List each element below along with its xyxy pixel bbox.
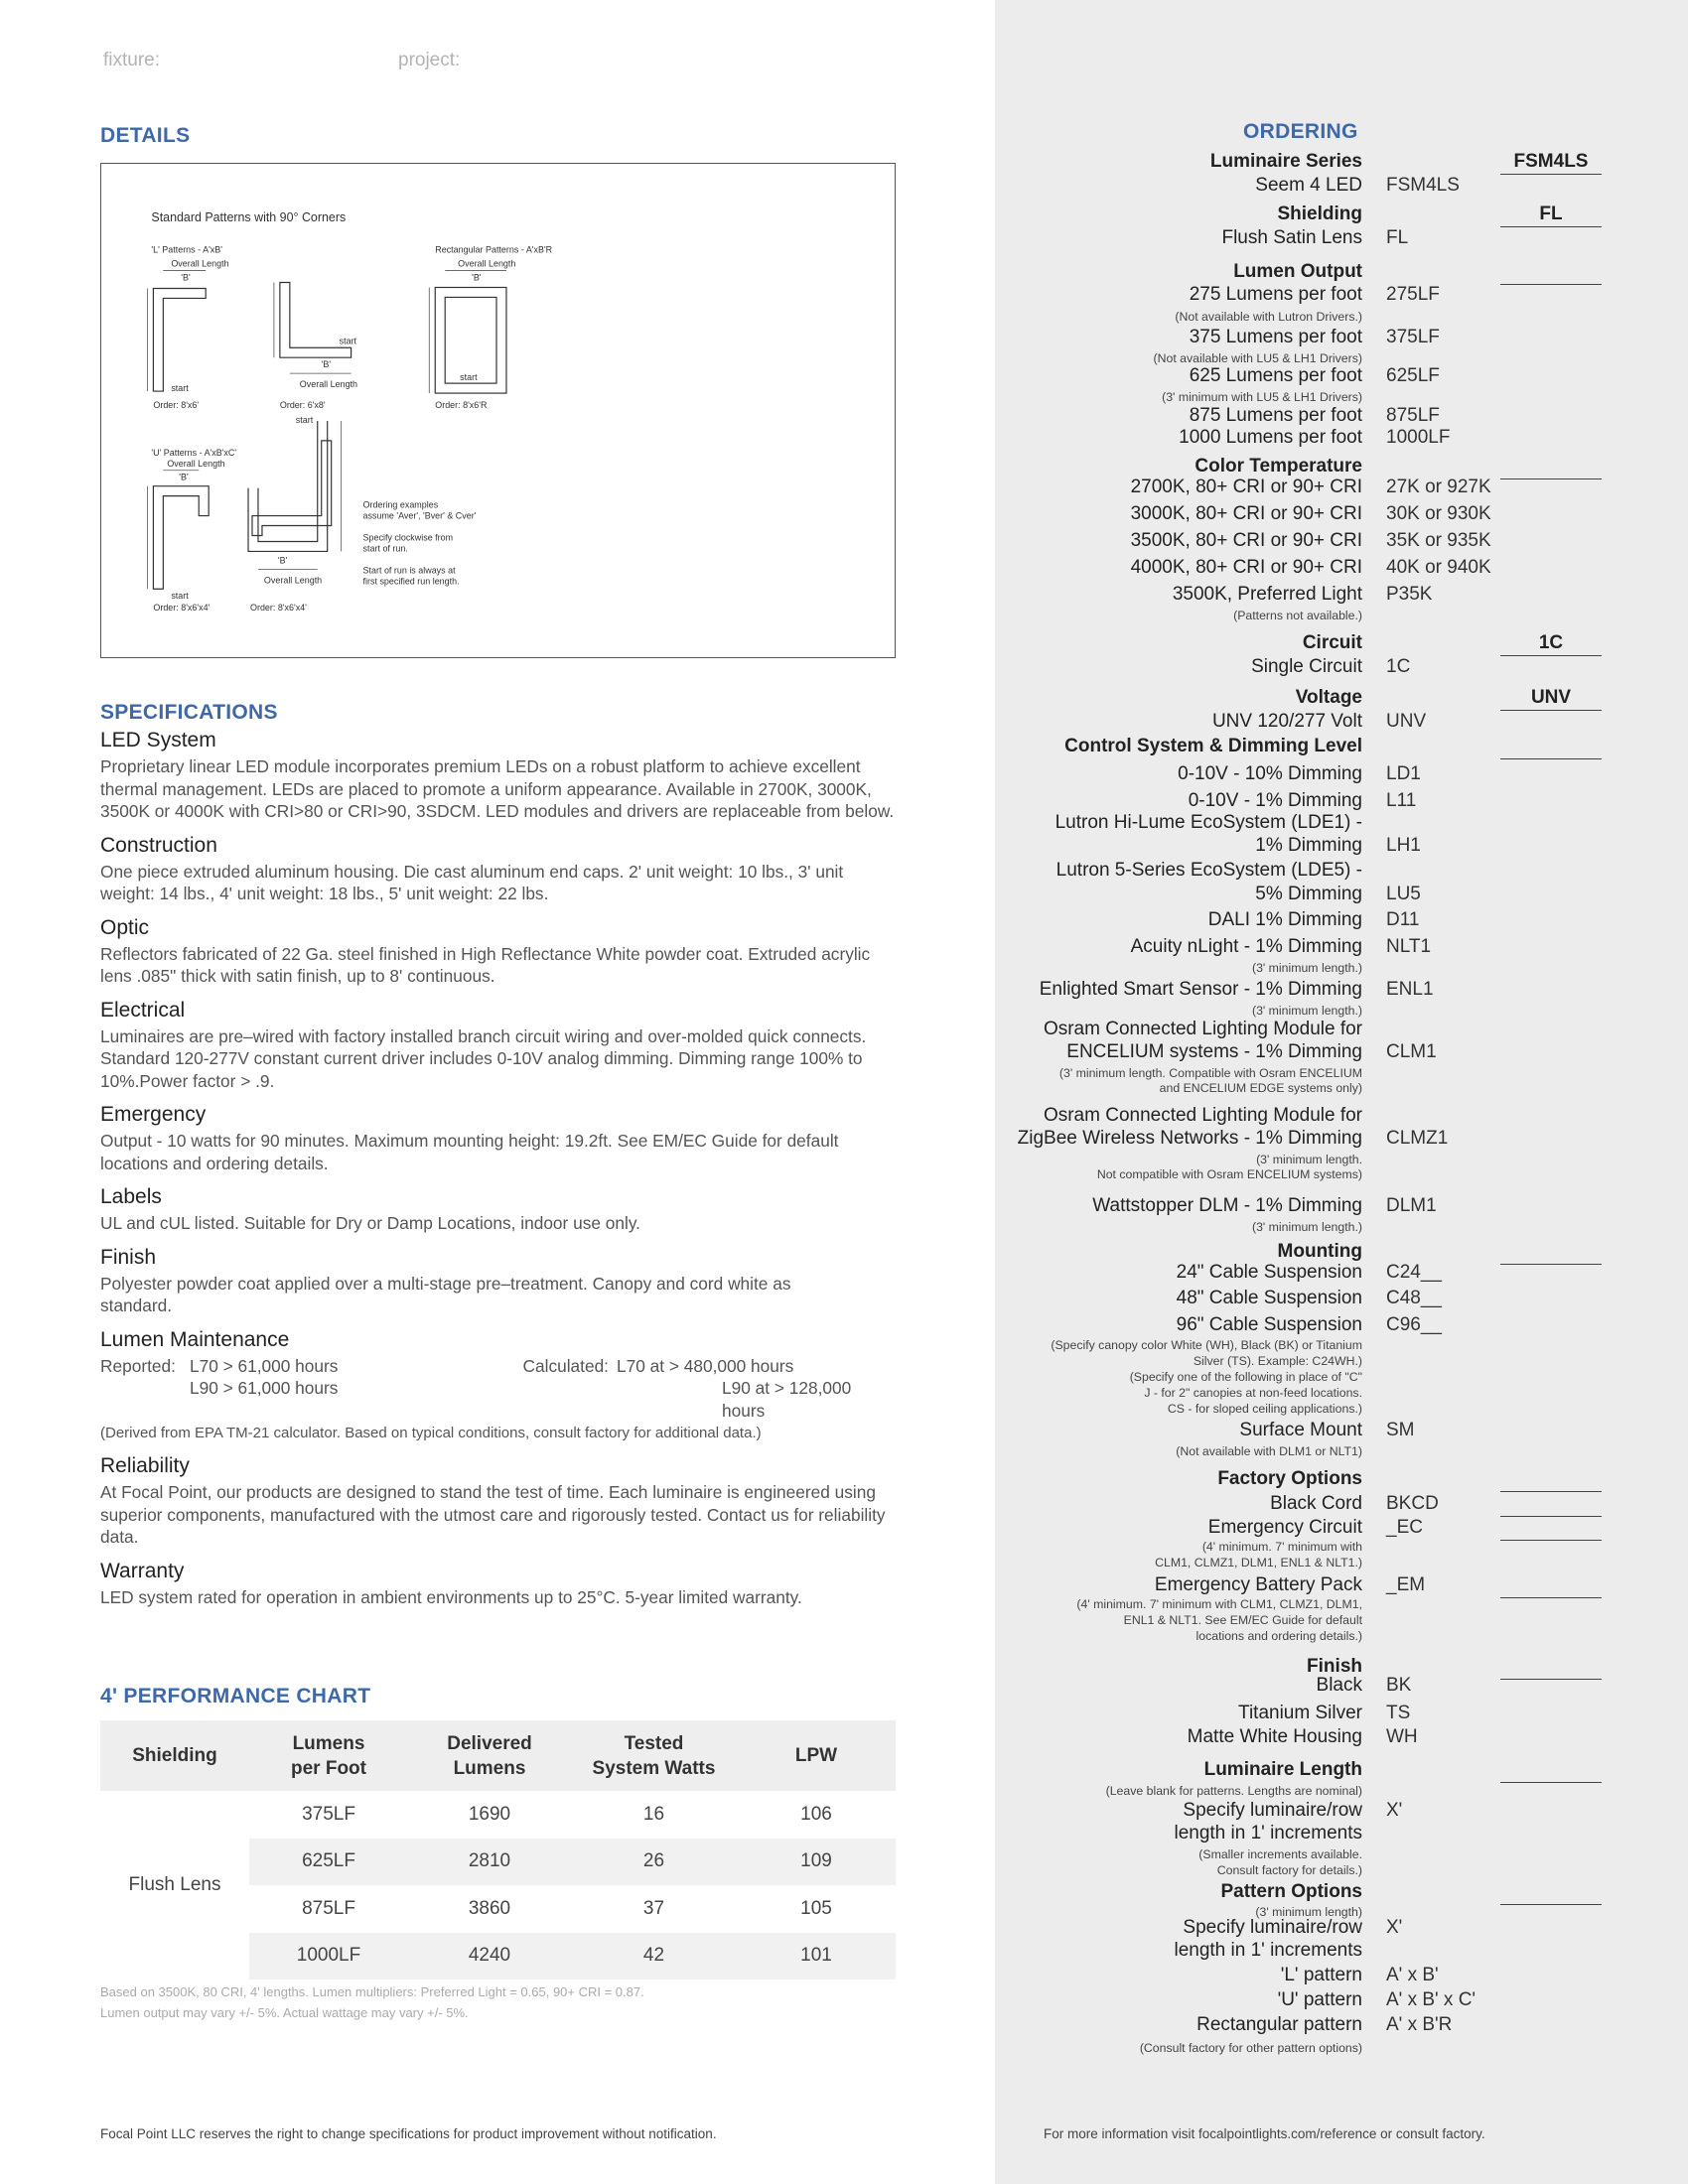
column-header: Delivered Lumens	[408, 1720, 571, 1791]
spec-section	[100, 1102, 895, 1174]
ordering-label: (3' minimum length. Compatible with Osram ENCELIUM	[1058, 1066, 1362, 1080]
order-entry-blank[interactable]	[1500, 1468, 1602, 1492]
order-entry-blank[interactable]: UNV	[1500, 687, 1602, 711]
table-cell: 4240	[408, 1933, 571, 1980]
ordering-label: Flush Satin Lens	[1221, 227, 1362, 248]
ordering-label: ZigBee Wireless Networks - 1% Dimming	[1017, 1128, 1362, 1149]
pattern-diagram-svg	[101, 164, 895, 657]
spec-section	[100, 1559, 895, 1609]
ordering-code: X'	[1386, 1917, 1403, 1938]
footer-left: Focal Point LLC reserves the right to change specifications for product improvement without notification.	[100, 2126, 717, 2141]
ordering-code: P35K	[1386, 584, 1433, 605]
diagram-note-1: Ordering examples	[362, 499, 439, 510]
ordering-label: (Leave blank for patterns. Lengths are nominal)	[1105, 1784, 1362, 1798]
ordering-title: ORDERING	[1243, 120, 1358, 143]
ordering-code: A' x B'R	[1386, 2014, 1453, 2035]
ordering-label: 0-10V - 10% Dimming	[1178, 763, 1362, 784]
spec-text: Polyester powder coat applied over a multi-stage pre–treatment. Canopy and cord white as standard.	[100, 1273, 791, 1315]
ordering-label: Lutron 5-Series EcoSystem (LDE5) -	[1055, 860, 1362, 881]
ordering-label: length in 1' increments	[1174, 1940, 1362, 1961]
ordering-code: 35K or 935K	[1386, 530, 1491, 551]
svg-text:'B': 'B'	[181, 272, 191, 283]
ordering-label: (4' minimum. 7' minimum with	[1201, 1540, 1362, 1554]
ordering-label: Specify luminaire/row	[1183, 1800, 1362, 1821]
svg-text:Overall Length: Overall Length	[458, 258, 516, 269]
ordering-label: Surface Mount	[1239, 1420, 1362, 1440]
diagram-note-6: first specified run length.	[362, 576, 460, 587]
svg-text:start: start	[460, 372, 478, 383]
ordering-code: 1C	[1386, 656, 1411, 677]
u-pattern-shape	[153, 421, 331, 589]
ordering-label: 5% Dimming	[1255, 884, 1362, 904]
ordering-label: (Specify canopy color White (WH), Black (BK) or Titanium	[1051, 1338, 1362, 1352]
ordering-label: (3' minimum length.)	[1251, 1004, 1362, 1018]
diagram-note-4: start of run.	[362, 543, 408, 554]
ordering-code: X'	[1386, 1800, 1403, 1821]
ordering-code: A' x B' x C'	[1386, 1989, 1477, 2010]
table-cell: 1000LF	[249, 1933, 408, 1980]
svg-text:start: start	[295, 414, 314, 425]
table-cell: 625LF	[249, 1839, 408, 1886]
svg-text:'B': 'B'	[179, 472, 189, 482]
order-entry-blank[interactable]	[1500, 1759, 1602, 1783]
table-cell: 3860	[468, 1897, 511, 1919]
ordering-label: Silver (TS). Example: C24WH.)	[1193, 1354, 1362, 1368]
ordering-label: Osram Connected Lighting Module for	[1043, 1019, 1362, 1039]
spec-section	[100, 1184, 895, 1235]
spec-text: One piece extruded aluminum housing. Die cast aluminum end caps. 2' unit weight: 10 lbs., 3' unit weight: 14 lbs., 4' unit weight: 18 lbs., 5' unit weight: 22 lbs.	[100, 861, 844, 903]
ordering-label: Voltage	[1295, 687, 1362, 708]
ordering-label: (Consult factory for other pattern options)	[1139, 2041, 1362, 2055]
ordering-label: Matte White Housing	[1187, 1726, 1362, 1747]
ordering-label: 'L' pattern	[1280, 1965, 1362, 1985]
ordering-code: 625LF	[1386, 365, 1440, 386]
spec-section	[100, 1245, 895, 1317]
table-row	[100, 1791, 896, 1839]
ordering-label: (Not available with DLM1 or NLT1)	[1176, 1444, 1362, 1458]
spec-section	[100, 833, 895, 905]
ordering-label: Color Temperature	[1195, 456, 1362, 477]
ordering-label: 625 Lumens per foot	[1189, 365, 1362, 386]
footer-right: For more information visit focalpointlights.com/reference or consult factory.	[1044, 2126, 1485, 2141]
ordering-label: Shielding	[1277, 204, 1362, 224]
ordering-code: BKCD	[1386, 1493, 1439, 1514]
order-example-3: Order: 8'x6'R	[435, 400, 488, 411]
ordering-code: UNV	[1386, 711, 1427, 732]
table-cell: 101	[737, 1933, 896, 1980]
order-example-4: Order: 8'x6'x4'	[153, 603, 211, 614]
ordering-label: (3' minimum length)	[1255, 1905, 1362, 1919]
ordering-code: _EM	[1386, 1574, 1426, 1595]
order-entry-blank[interactable]	[1500, 1493, 1602, 1517]
ordering-label: (Not available with LU5 & LH1 Drivers)	[1153, 351, 1362, 365]
ordering-code: 27K or 927K	[1386, 477, 1491, 497]
ordering-label: CS - for sloped ceiling applications.)	[1167, 1402, 1362, 1416]
ordering-label: (3' minimum length.)	[1251, 1220, 1362, 1234]
column-header: Shielding	[100, 1720, 249, 1791]
ordering-label: Black Cord	[1270, 1493, 1362, 1514]
ordering-code: SM	[1386, 1420, 1415, 1440]
svg-text:start: start	[171, 591, 189, 602]
shielding-cell: Flush Lens	[128, 1874, 221, 1895]
reported-l70: L70 > 61,000 hours	[190, 1355, 339, 1376]
ordering-label: CLM1, CLMZ1, DLM1, ENL1 & NLT1.)	[1155, 1556, 1362, 1570]
ordering-label: Emergency Battery Pack	[1154, 1574, 1362, 1595]
table-cell: 26	[571, 1839, 737, 1886]
ordering-label: Consult factory for details.)	[1216, 1863, 1362, 1877]
spec-heading: Electrical	[100, 998, 186, 1022]
ordering-label: Lutron Hi-Lume EcoSystem (LDE1) -	[1055, 812, 1362, 833]
details-title: DETAILS	[100, 124, 191, 147]
ordering-label: Factory Options	[1217, 1468, 1362, 1489]
ordering-code: C96__	[1386, 1314, 1442, 1335]
l-pattern-shape	[153, 283, 351, 392]
svg-text:'B': 'B'	[277, 555, 288, 566]
ordering-label: (3' minimum length.)	[1251, 961, 1362, 975]
ordering-label: 96" Cable Suspension	[1176, 1314, 1362, 1335]
svg-text:Overall Length: Overall Length	[167, 458, 225, 469]
table-cell: 105	[800, 1897, 832, 1919]
ordering-label: locations and ordering details.)	[1196, 1629, 1362, 1643]
ordering-code: 375LF	[1386, 327, 1440, 347]
spec-section	[100, 1453, 895, 1549]
ordering-label: Acuity nLight - 1% Dimming	[1130, 936, 1362, 957]
table-cell: 106	[800, 1803, 832, 1825]
ordering-label: 3500K, Preferred Light	[1172, 584, 1362, 605]
order-example-1: Order: 8'x6'	[153, 400, 200, 411]
ordering-label: 48" Cable Suspension	[1176, 1288, 1362, 1308]
spec-heading: Warranty	[100, 1559, 185, 1582]
ordering-label: Wattstopper DLM - 1% Dimming	[1092, 1195, 1362, 1216]
ordering-label: 0-10V - 1% Dimming	[1188, 790, 1362, 811]
order-entry-blank[interactable]	[1500, 1656, 1602, 1680]
svg-text:start: start	[339, 336, 357, 346]
ordering-label: (3' minimum with LU5 & LH1 Drivers)	[1162, 390, 1362, 404]
ordering-code: C24__	[1386, 1262, 1442, 1283]
order-entry-blank[interactable]	[1500, 261, 1602, 285]
performance-note	[100, 1981, 644, 2023]
spec-section	[100, 998, 895, 1093]
u-caption: 'U' Patterns - A'xB'xC'	[151, 447, 237, 458]
ordering-label: ENCELIUM systems - 1% Dimming	[1066, 1041, 1362, 1062]
diagram-note-2: assume 'Aver', 'Bver' & Cver'	[362, 510, 477, 521]
ordering-code: CLM1	[1386, 1041, 1437, 1062]
ordering-label: Specify luminaire/row	[1183, 1917, 1362, 1938]
table-cell: 16	[642, 1803, 665, 1825]
ordering-label: Luminaire Length	[1203, 1759, 1362, 1780]
ordering-code: D11	[1386, 909, 1420, 930]
spec-section	[100, 915, 895, 988]
ordering-label: Rectangular pattern	[1196, 2014, 1362, 2035]
order-entry-blank[interactable]: FL	[1500, 204, 1602, 227]
ordering-label: (Patterns not available.)	[1233, 609, 1362, 622]
ordering-label: 'U' pattern	[1277, 1989, 1362, 2010]
svg-text:Overall Length: Overall Length	[263, 575, 323, 586]
pattern-diagram	[100, 163, 896, 658]
svg-text:Overall Length: Overall Length	[171, 258, 229, 269]
ordering-code: ENL1	[1386, 979, 1434, 1000]
ordering-label: 3500K, 80+ CRI or 90+ CRI	[1130, 530, 1362, 551]
spec-heading: Lumen Maintenance	[100, 1327, 290, 1351]
lumen-maintenance-grid	[100, 1355, 895, 1423]
svg-text:Overall Length: Overall Length	[299, 379, 358, 390]
spec-section	[100, 728, 895, 823]
reported-label: Reported:	[100, 1355, 176, 1376]
spec-heading: Finish	[100, 1245, 157, 1269]
table-cell: 2810	[408, 1839, 571, 1886]
rect-caption: Rectangular Patterns - A'xB'R	[435, 244, 553, 255]
calculated-l70: L70 at > 480,000 hours	[617, 1355, 794, 1376]
ordering-code: FL	[1386, 227, 1409, 248]
spec-text: UL and cUL listed. Suitable for Dry or Damp Locations, indoor use only.	[100, 1213, 640, 1233]
l-caption: 'L' Patterns - A'xB'	[151, 244, 222, 255]
ordering-label: Pattern Options	[1220, 1881, 1362, 1902]
table-cell: 1690	[468, 1803, 511, 1825]
spec-text: LED system rated for operation in ambient environments up to 25°C. 5-year limited warranty.	[100, 1586, 802, 1607]
ordering-code: FSM4LS	[1386, 175, 1460, 196]
ordering-label: length in 1' increments	[1174, 1823, 1362, 1843]
table-cell: 375LF	[302, 1803, 355, 1825]
ordering-code: _EC	[1386, 1517, 1423, 1538]
specifications-body	[100, 728, 895, 1608]
ordering-label: Luminaire Series	[1209, 151, 1362, 172]
ordering-code: C48__	[1386, 1288, 1442, 1308]
ordering-label: 875 Lumens per foot	[1189, 405, 1362, 426]
calculated-label: Calculated:	[522, 1355, 609, 1376]
performance-note-line: Lumen output may vary +/- 5%. Actual wattage may vary +/- 5%.	[100, 2005, 469, 2020]
ordering-label: (Not available with Lutron Drivers.)	[1175, 310, 1362, 324]
spec-heading: Optic	[100, 915, 150, 939]
ordering-code: 40K or 940K	[1386, 557, 1491, 578]
table-cell: 109	[737, 1839, 896, 1886]
order-example-2: Order: 6'x8'	[279, 400, 326, 411]
order-entry-blank[interactable]	[1500, 456, 1602, 479]
order-entry-blank[interactable]	[1500, 1574, 1602, 1598]
svg-text:start: start	[171, 383, 189, 394]
ordering-label: 375 Lumens per foot	[1189, 327, 1362, 347]
ordering-label: 2700K, 80+ CRI or 90+ CRI	[1130, 477, 1362, 497]
spec-heading: Labels	[100, 1185, 162, 1208]
spec-heading: Construction	[100, 833, 217, 857]
ordering-label: J - for 2" canopies at non-feed locations.	[1144, 1386, 1362, 1400]
ordering-label: (4' minimum. 7' minimum with CLM1, CLMZ1, DLM1,	[1076, 1597, 1362, 1611]
ordering-label: 275 Lumens per foot	[1189, 284, 1362, 305]
fixture-label: fixture:	[103, 50, 161, 70]
spec-heading: Reliability	[100, 1454, 190, 1477]
performance-table	[100, 1720, 896, 1979]
column-header: Tested System Watts	[571, 1720, 737, 1791]
ordering-code: 30K or 930K	[1386, 503, 1491, 524]
svg-text:'B': 'B'	[321, 359, 332, 370]
table-cell: 37	[642, 1897, 665, 1919]
ordering-label: 1000 Lumens per foot	[1179, 427, 1362, 448]
diagram-note-3: Specify clockwise from	[362, 532, 454, 543]
ordering-code: LD1	[1386, 763, 1421, 784]
ordering-label: Osram Connected Lighting Module for	[1043, 1105, 1362, 1126]
ordering-label: Control System & Dimming Level	[1064, 736, 1362, 756]
reported-l90: L90 > 61,000 hours	[190, 1378, 339, 1398]
ordering-label: Circuit	[1302, 632, 1362, 653]
column-header: Lumens per Foot	[249, 1720, 408, 1791]
ordering-label: Mounting	[1277, 1241, 1362, 1262]
ordering-code: 875LF	[1386, 405, 1440, 426]
lumen-maintenance-note: (Derived from EPA TM-21 calculator. Based on typical conditions, consult factory for additional data.)	[100, 1425, 762, 1441]
ordering-code: LU5	[1386, 884, 1421, 904]
svg-text:'B': 'B'	[472, 272, 482, 283]
ordering-label: Black	[1316, 1675, 1362, 1696]
dimension-lines	[147, 271, 506, 394]
ordering-code: DLM1	[1386, 1195, 1437, 1216]
ordering-label: and ENCELIUM EDGE systems only)	[1159, 1081, 1362, 1095]
order-entry-blank[interactable]	[1500, 1517, 1602, 1541]
ordering-label: (3' minimum length.	[1256, 1153, 1362, 1166]
spec-text: Proprietary linear LED module incorporates premium LEDs on a robust platform to achieve excellent thermal management. LEDs are placed to promote a uniform appearance. Available in 2700K, 3000K, 3500K or 4000K with CRI>80 or CRI>90, 3SDCM. LED modules and drivers are replaceable from below.	[100, 756, 895, 821]
spec-text: Output - 10 watts for 90 minutes. Maximum mounting height: 19.2ft. See EM/EC Guide for default locations and ordering details.	[100, 1131, 839, 1173]
order-example-5: Order: 8'x6'x4'	[250, 603, 307, 614]
spec-text: Luminaires are pre–wired with factory installed branch circuit wiring and over-molded quick connects. Standard 120-277V constant current driver includes 0-10V analog dimming. Dimming range 100% to 10%.Power factor > .9.	[100, 1025, 867, 1091]
order-entry-blank[interactable]: 1C	[1500, 632, 1602, 656]
order-entry-blank[interactable]	[1500, 1241, 1602, 1265]
ordering-label: Seem 4 LED	[1255, 175, 1362, 196]
ordering-code: 275LF	[1386, 284, 1440, 305]
ordering-label: Titanium Silver	[1238, 1703, 1362, 1723]
spec-text: Reflectors fabricated of 22 Ga. steel finished in High Reflectance White powder coat. Extruded acrylic lens .085" thick with satin finish, up to 8' continuous.	[100, 943, 871, 986]
ordering-code: A' x B'	[1386, 1965, 1439, 1985]
ordering-label: Lumen Output	[1233, 261, 1362, 282]
ordering-code: CLMZ1	[1386, 1128, 1449, 1149]
column-header: LPW	[737, 1720, 896, 1791]
performance-note-line: Based on 3500K, 80 CRI, 4' lengths. Lumen multipliers: Preferred Light = 0.65, 90+ CRI = 0.87.	[100, 1984, 644, 1999]
table-header-row	[100, 1720, 896, 1791]
diagram-heading: Standard Patterns with 90° Corners	[151, 209, 347, 224]
spec-heading: LED System	[100, 729, 216, 751]
ordering-label: (Specify one of the following in place of "C"	[1129, 1370, 1362, 1384]
spec-heading: Emergency	[100, 1103, 207, 1126]
ordering-label: Finish	[1307, 1656, 1362, 1677]
ordering-label: UNV 120/277 Volt	[1211, 711, 1362, 732]
ordering-code: L11	[1386, 790, 1417, 811]
ordering-label: Single Circuit	[1251, 656, 1362, 677]
spec-text: At Focal Point, our products are designed to stand the test of time. Each luminaire is engineered using superior components, manufactured with the utmost care and rigorously tested. Contact us for reliability data.	[100, 1482, 886, 1547]
ordering-label: (Smaller increments available.	[1198, 1847, 1362, 1861]
ordering-code: 1000LF	[1386, 427, 1451, 448]
performance-title: 4' PERFORMANCE CHART	[100, 1685, 371, 1707]
ordering-label: ENL1 & NLT1. See EM/EC Guide for default	[1123, 1613, 1362, 1627]
ordering-code: BK	[1386, 1675, 1412, 1696]
ordering-label: Emergency Circuit	[1207, 1517, 1362, 1538]
ordering-label: 1% Dimming	[1255, 835, 1362, 856]
spec-section-lumen-maintenance	[100, 1327, 895, 1444]
project-label: project:	[398, 50, 461, 70]
ordering-label: DALI 1% Dimming	[1207, 909, 1362, 930]
ordering-label: Enlighted Smart Sensor - 1% Dimming	[1039, 979, 1362, 1000]
ordering-code: WH	[1386, 1726, 1418, 1747]
order-entry-blank[interactable]: FSM4LS	[1500, 151, 1602, 175]
ordering-label: 4000K, 80+ CRI or 90+ CRI	[1130, 557, 1362, 578]
order-entry-blank[interactable]	[1500, 736, 1602, 759]
calculated-l90: L90 at > 128,000 hours	[722, 1378, 852, 1421]
ordering-code: LH1	[1386, 835, 1421, 856]
specifications-title: SPECIFICATIONS	[100, 701, 278, 724]
ordering-label: Not compatible with Osram ENCELIUM systems)	[1096, 1167, 1362, 1181]
diagram-note-5: Start of run is always at	[362, 565, 456, 576]
ordering-code: TS	[1386, 1703, 1411, 1723]
ordering-label: 3000K, 80+ CRI or 90+ CRI	[1130, 503, 1362, 524]
order-entry-blank[interactable]	[1500, 1881, 1602, 1905]
ordering-label: 24" Cable Suspension	[1176, 1262, 1362, 1283]
table-cell: 42	[571, 1933, 737, 1980]
table-cell: 875LF	[302, 1897, 355, 1919]
ordering-code: NLT1	[1386, 936, 1432, 957]
